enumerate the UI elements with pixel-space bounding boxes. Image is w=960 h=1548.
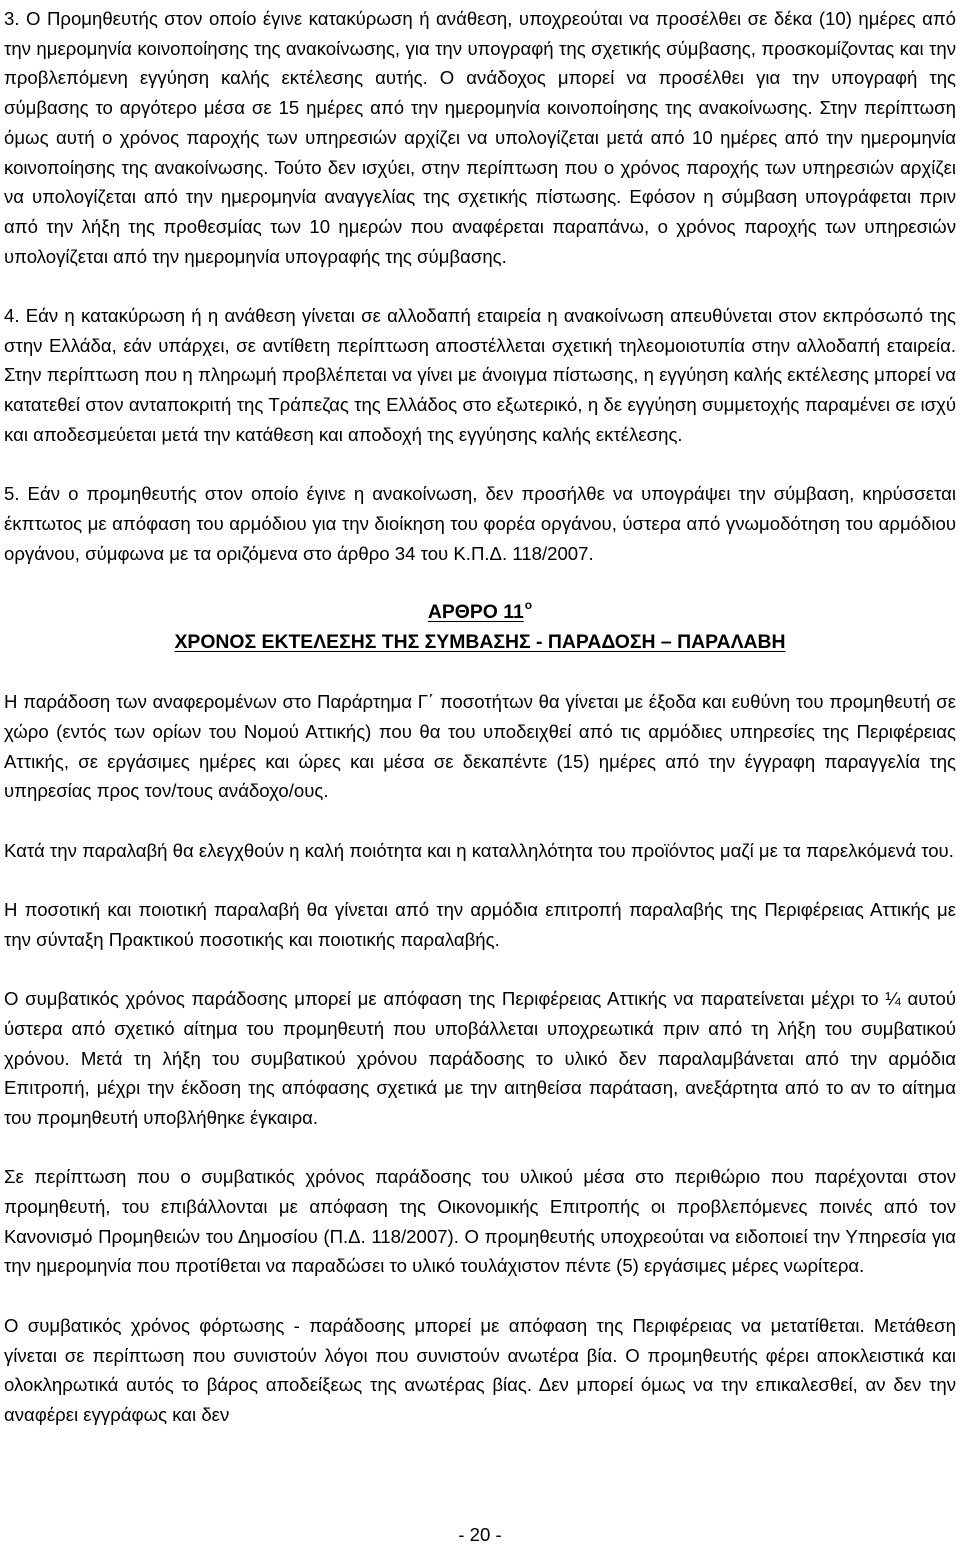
paragraph-spacer xyxy=(4,865,956,895)
page-number: - 20 - xyxy=(458,1524,502,1545)
article-title-heading xyxy=(4,628,956,658)
paragraph-acceptance: Η ποσοτική και ποιοτική παραλαβή θα γίνεται από την αρμόδια επιτροπή παραλαβής της Περιφέρειας Αττικής με την σύνταξη Πρακτικού ποσοτικής και ποιοτικής παραλαβής. xyxy=(4,899,956,950)
paragraph-spacer xyxy=(4,657,956,687)
article-title: ΧΡΟΝΟΣ ΕΚΤΕΛΕΣΗΣ ΤΗΣ ΣΥΜΒΑΣΗΣ - ΠΑΡΑΔΟΣΗ – ΠΑΡΑΛΑΒΗ xyxy=(174,630,786,653)
paragraph-inspection: Κατά την παραλαβή θα ελεγχθούν η καλή ποιότητα και η καταλληλότητα του προϊόντος μαζί με τα παρελκόμενά του. xyxy=(4,839,954,861)
paragraph-spacer xyxy=(4,806,956,836)
paragraph-force-majeure: Ο συμβατικός χρόνος φόρτωσης - παράδοσης μπορεί με απόφαση της Περιφέρειας να μετατίθεται. Μετάθεση γίνεται σε περίπτωση που συνιστούν λόγοι που συνιστούν ανωτέρα βία. Ο προμηθευτής φέρει αποκλειστικά και ολοκληρωτικά αυτός το βάρος αποδείξεως της ανωτέρας βίας. Δεν μπορεί όμως να την επικαλεσθεί, αν δεν την αναφέρει εγγράφως και δεν xyxy=(4,1314,956,1425)
paragraph-spacer xyxy=(4,954,956,984)
document-page xyxy=(4,4,956,1430)
paragraph-clause-5: 5. Εάν ο προμηθευτής στον οποίο έγινε η ανακοίνωση, δεν προσήλθε να υπογράψει την σύμβαση, κηρύσσεται έκπτωτος με απόφαση του αρμόδιου για την διοίκηση του φορέα οργάνου, ύστερα από γνωμοδότηση του αρμόδιου οργάνου, σύμφωνα με τα οριζόμενα στο άρθρο 34 του Κ.Π.Δ. 118/2007. xyxy=(4,483,956,564)
paragraph-spacer xyxy=(4,450,956,480)
paragraph-spacer xyxy=(4,568,956,598)
article-number-heading: ΑΡΘΡΟ $11^o$ xyxy=(427,598,533,624)
paragraph-clause-3: 3. Ο Προμηθευτής στον οποίο έγινε κατακύρωση ή ανάθεση, υποχρεούται να προσέλθει σε δέκα (10) ημέρες από την ημερομηνία κοινοποίησης της ανακοίνωσης, για την υπογραφή της σχετικής σύμβασης, προσκομίζοντας και την προβλεπόμενη εγγύηση καλής εκτέλεσης αυτής. Ο ανάδοχος μπορεί να προσέλθει για την υπογραφή της σύμβασης το αργότερο μέσα σε 15 ημέρες από την ημερομηνία κοινοποίησης της ανακοίνωσης. Στην περίπτωση όμως αυτή ο χρόνος παροχής των υπηρεσιών αρχίζει να υπολογίζεται μετά από 10 ημέρες από την ημερομηνία κοινοποίησης της ανακοίνωσης. Τούτο δεν ισχύει, στην περίπτωση που ο χρόνος παροχής των υπηρεσιών αρχίζει να υπολογίζεται από την ημερομηνία αναγγελίας της σχετικής πίστωσης. Εφόσον η σύμβαση υπογράφεται πριν από την λήξη της προθεσμίας των 10 ημερών που αναφέρεται παραπάνω, ο χρόνος παροχής των υπηρεσιών υπολογίζεται από την ημερομηνία υπογραφής της σύμβασης. xyxy=(4,8,956,267)
paragraph-clause-4: 4. Εάν η κατακύρωση ή η ανάθεση γίνεται σε αλλοδαπή εταιρεία η ανακοίνωση απευθύνεται στον εκπρόσωπό της στην Ελλάδα, εάν υπάρχει, σε αντίθετη περίπτωση αποστέλλεται σχετική τηλεομοιοτυπία στην αλλοδαπή εταιρεία. Στην περίπτωση που η πληρωμή προβλέπεται να γίνει με άνοιγμα πίστωσης, η εγγύηση καλής εκτέλεσης μπορεί να κατατεθεί στον ανταποκριτή της Τράπεζας της Ελλάδος στο εξωτερικό, η δε εγγύηση συμμετοχής παραμένει σε ισχύ και αποδεσμεύεται μετά την κατάθεση και αποδοχή της εγγύησης καλής εκτέλεσης. xyxy=(4,305,956,445)
paragraph-spacer xyxy=(4,1133,956,1163)
paragraph-delivery: Η παράδοση των αναφερομένων στο Παράρτημα Γ΄ ποσοτήτων θα γίνεται με έξοδα και ευθύνη του προμηθευτή σε χώρο (εντός των ορίων του Νομού Αττικής) που θα του υποδειχθεί από τις αρμόδιες υπηρεσίες της Περιφέρειας Αττικής, σε εργάσιμες ημέρες και ώρες και μέσα σε δεκαπέντε (15) ημέρες από την έγγραφη παραγγελία της υπηρεσίας προς τον/τους ανάδοχο/ους. xyxy=(4,691,956,802)
paragraph-spacer xyxy=(4,271,956,301)
paragraph-penalties: Σε περίπτωση που ο συμβατικός χρόνος παράδοσης του υλικού μέσα στο περιθώριο που παρέχονται στον προμηθευτή, του επιβάλλονται με απόφαση της Οικονομικής Επιτροπής οι προβλεπόμενες ποινές από τον Κανονισμό Προμηθειών του Δημοσίου (Π.Δ. 118/2007). Ο προμηθευτής υποχρεούται να ειδοποιεί την Υπηρεσία για την ημερομηνία που προτίθεται να παραδώσει το υλικό τουλάχιστον πέντε (5) εργάσιμες μέρες νωρίτερα. xyxy=(4,1166,956,1277)
article-number-label: ΑΡΘΡΟ 11 xyxy=(427,601,524,624)
paragraph-spacer xyxy=(4,1281,956,1311)
paragraph-extension: Ο συμβατικός χρόνος παράδοσης μπορεί με απόφαση της Περιφέρειας Αττικής να παρατείνεται μέχρι το ¼ αυτού ύστερα από σχετικό αίτημα του προμηθευτή που υποβάλλεται υποχρεωτικά πριν από τη λήξη του συμβατικού χρόνου. Μετά τη λήξη του συμβατικού χρόνου παράδοσης το υλικό δεν παραλαμβάνεται από την αρμόδια Επιτροπή, μέχρι την έκδοση της απόφασης σχετικά με την αιτηθείσα παράταση, ανεξάρτητα από το αν το αίτημα του προμηθευτή υποβλήθηκε έγκαιρα. xyxy=(4,988,956,1128)
